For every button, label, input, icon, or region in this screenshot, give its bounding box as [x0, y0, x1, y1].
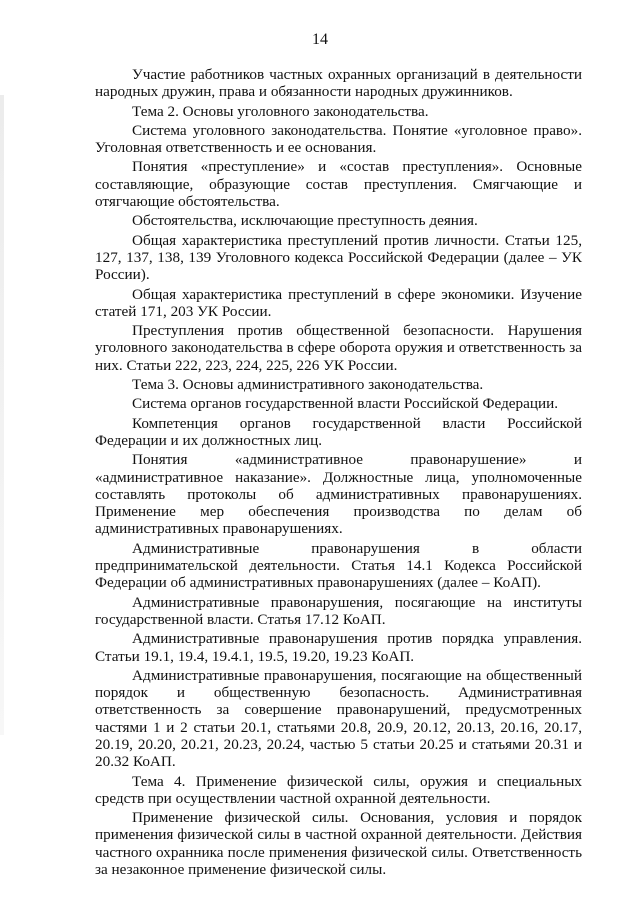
paragraph-public-order-offenses: Административные правонарушения, посягающие на общественный порядок и общественную безопасность. Административная ответственность за совершение правонарушений, предусмотренных частями 1 и 2 статьи 20.1, статьями 20.8, 20.9, 20.12, 20.13, 20.16, 20.17, 20.19, 20.20, 20.21, 20.23, 20.24, частью 5 статьи 20.25 и статьями 20.31 и 20.32 КоАП. — [95, 666, 582, 771]
section-heading-topic-2: Тема 2. Основы уголовного законодательства. — [132, 102, 429, 120]
paragraph-crimes-against-person: Общая характеристика преступлений против личности. Статьи 125, 127, 137, 138, 139 Уголовного кодекса Российской Федерации (далее – УК России). — [95, 231, 582, 284]
paragraph-management-order-offenses: Административные правонарушения против порядка управления. Статьи 19.1, 19.4, 19.4.1, 19.5, 19.20, 19.23 КоАП. — [95, 630, 582, 665]
document-body — [95, 66, 582, 878]
page-number: 14 — [312, 31, 328, 48]
paragraph-public-safety-crimes: Преступления против общественной безопасности. Нарушения уголовного законодательства в сфере оборота оружия и ответственность за них. Статьи 222, 223, 224, 225, 226 УК России. — [95, 322, 582, 374]
paragraph-crime-concepts: Понятия «преступление» и «состав преступления». Основные составляющие, образующие состав преступления. Смягчающие и отягчающие обстоятельства. — [95, 158, 582, 211]
section-heading-topic-4: Тема 4. Применение физической силы, оружия и специальных средств при осуществлении частной охранной деятельности. — [95, 772, 582, 807]
paragraph-competence: Компетенция органов государственной власти Российской Федерации и их должностных лиц. — [95, 414, 582, 449]
paragraph-excluding-circumstances: Обстоятельства, исключающие преступность деяния. — [132, 212, 478, 230]
section-heading-topic-3: Тема 3. Основы административного законодательства. — [132, 376, 484, 394]
paragraph-state-institution-offenses: Административные правонарушения, посягающие на институты государственной власти. Статья 17.12 КоАП. — [95, 593, 582, 628]
paragraph-business-offenses: Административные правонарушения в области предпринимательской деятельности. Статья 14.1 Кодекса Российской Федерации об административных правонарушениях (далее – КоАП). — [95, 539, 582, 592]
scan-edge-shadow — [0, 95, 4, 735]
paragraph-state-authorities: Система органов государственной власти Российской Федерации. — [132, 395, 559, 413]
paragraph-economic-crimes: Общая характеристика преступлений в сфере экономики. Изучение статей 171, 203 УК России. — [95, 285, 582, 320]
paragraph-physical-force: Применение физической силы. Основания, условия и порядок применения физической силы в частной охранной деятельности. Действия частного охранника после применения физической силы. Ответственность за незаконное применение физической силы. — [95, 809, 582, 879]
paragraph-druzhina: Участие работников частных охранных организаций в деятельности народных дружин, права и обязанности народных дружинников. — [95, 66, 582, 101]
paragraph-criminal-law-system: Система уголовного законодательства. Понятие «уголовное право». Уголовная ответственность и ее основания. — [95, 121, 582, 157]
paragraph-administrative-offense-concepts: Понятия «административное правонарушение» и «административное наказание». Должностные лица, уполномоченные составлять протоколы об административных правонарушениях. Применение мер обеспечения производства по делам об административных правонарушениях. — [95, 451, 582, 538]
